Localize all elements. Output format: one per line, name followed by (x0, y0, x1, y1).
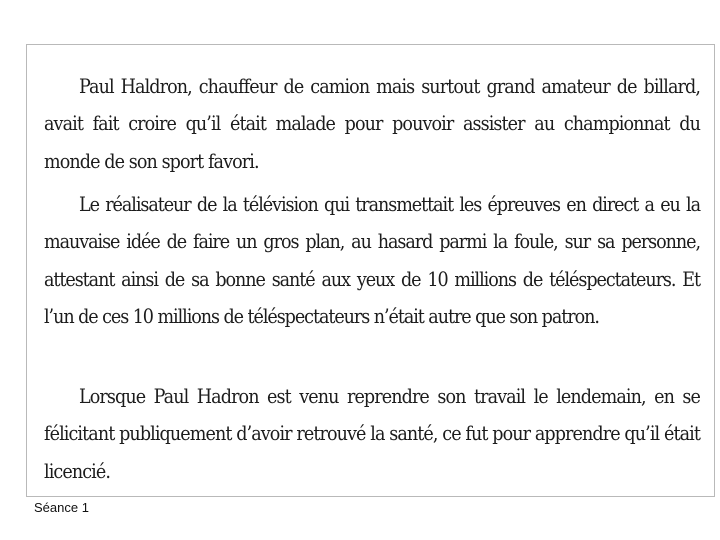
slide-footer-label: Séance 1 (34, 500, 89, 515)
paragraph-3: Lorsque Paul Hadron est venu reprendre son travail le lendemain, en se félicitant publiquement d’avoir retrouvé la santé, ce fut pour apprendre qu’il était licencié. (44, 385, 700, 483)
text-frame (26, 44, 715, 497)
paragraph-1: Paul Haldron, chauffeur de camion mais surtout grand amateur de billard, avait fait croire qu’il était malade pour pouvoir assister au championnat du monde de son sport favori. (44, 75, 700, 173)
paragraph-2: Le réalisateur de la télévision qui transmettait les épreuves en direct a eu la mauvaise idée de faire un gros plan, au hasard parmi la foule, sur sa personne, attestant ainsi de sa bonne santé aux yeux de 10 millions de téléspectateurs. Et l’un de ces 10 millions de téléspectateurs n’était autre que son patron. (44, 193, 700, 328)
